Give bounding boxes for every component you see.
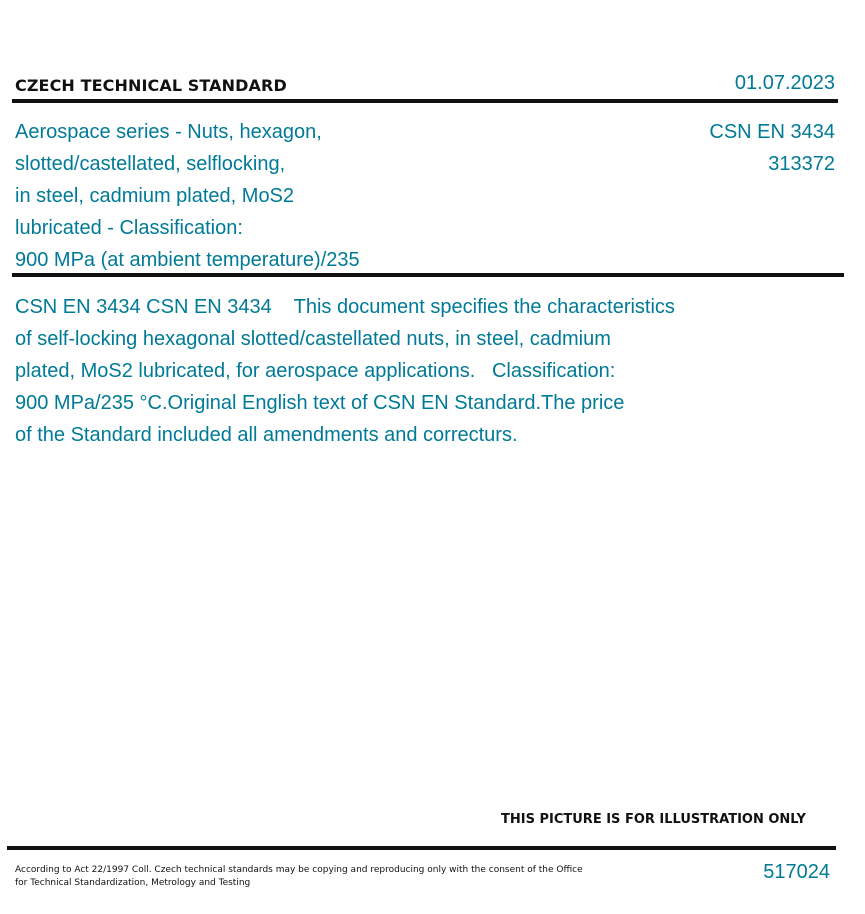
title-line: Aerospace series - Nuts, hexagon, xyxy=(15,121,322,143)
description-line: of self-locking hexagonal slotted/castellated nuts, in steel, cadmium xyxy=(15,328,611,350)
publication-date: 01.07.2023 xyxy=(734,72,835,94)
standard-codes xyxy=(709,116,835,180)
illustration-disclaimer: THIS PICTURE IS FOR ILLUSTRATION ONLY xyxy=(501,812,806,827)
catalog-number: 313372 xyxy=(768,153,835,175)
description-line: CSN EN 3434 CSN EN 3434 This document specifies the characteristics xyxy=(15,296,675,318)
title-line: lubricated - Classification: xyxy=(15,217,243,239)
title-line: 900 MPa (at ambient temperature)/235 xyxy=(15,249,360,271)
standard-title xyxy=(15,116,535,276)
title-line: in steel, cadmium plated, MoS2 xyxy=(15,185,295,207)
description-line: of the Standard included all amendments and correcturs. xyxy=(15,424,518,446)
legal-line: for Technical Standardization, Metrology and Testing xyxy=(15,878,251,888)
description-line: 900 MPa/235 °C.Original English text of CSN EN Standard.The price xyxy=(15,392,625,414)
header-divider xyxy=(12,99,838,103)
title-divider xyxy=(12,273,844,277)
footer-divider xyxy=(7,846,836,850)
legal-notice xyxy=(15,864,583,890)
description-line: plated, MoS2 lubricated, for aerospace applications. Classification: xyxy=(15,360,616,382)
document-category-heading: CZECH TECHNICAL STANDARD xyxy=(15,76,287,95)
document-number: 517024 xyxy=(763,861,830,883)
legal-line: According to Act 22/1997 Coll. Czech technical standards may be copying and reproducing only with the consent of the Office xyxy=(15,865,583,875)
title-line: slotted/castellated, selflocking, xyxy=(15,153,286,175)
standard-code: CSN EN 3434 xyxy=(709,121,835,143)
standard-description xyxy=(15,291,755,451)
